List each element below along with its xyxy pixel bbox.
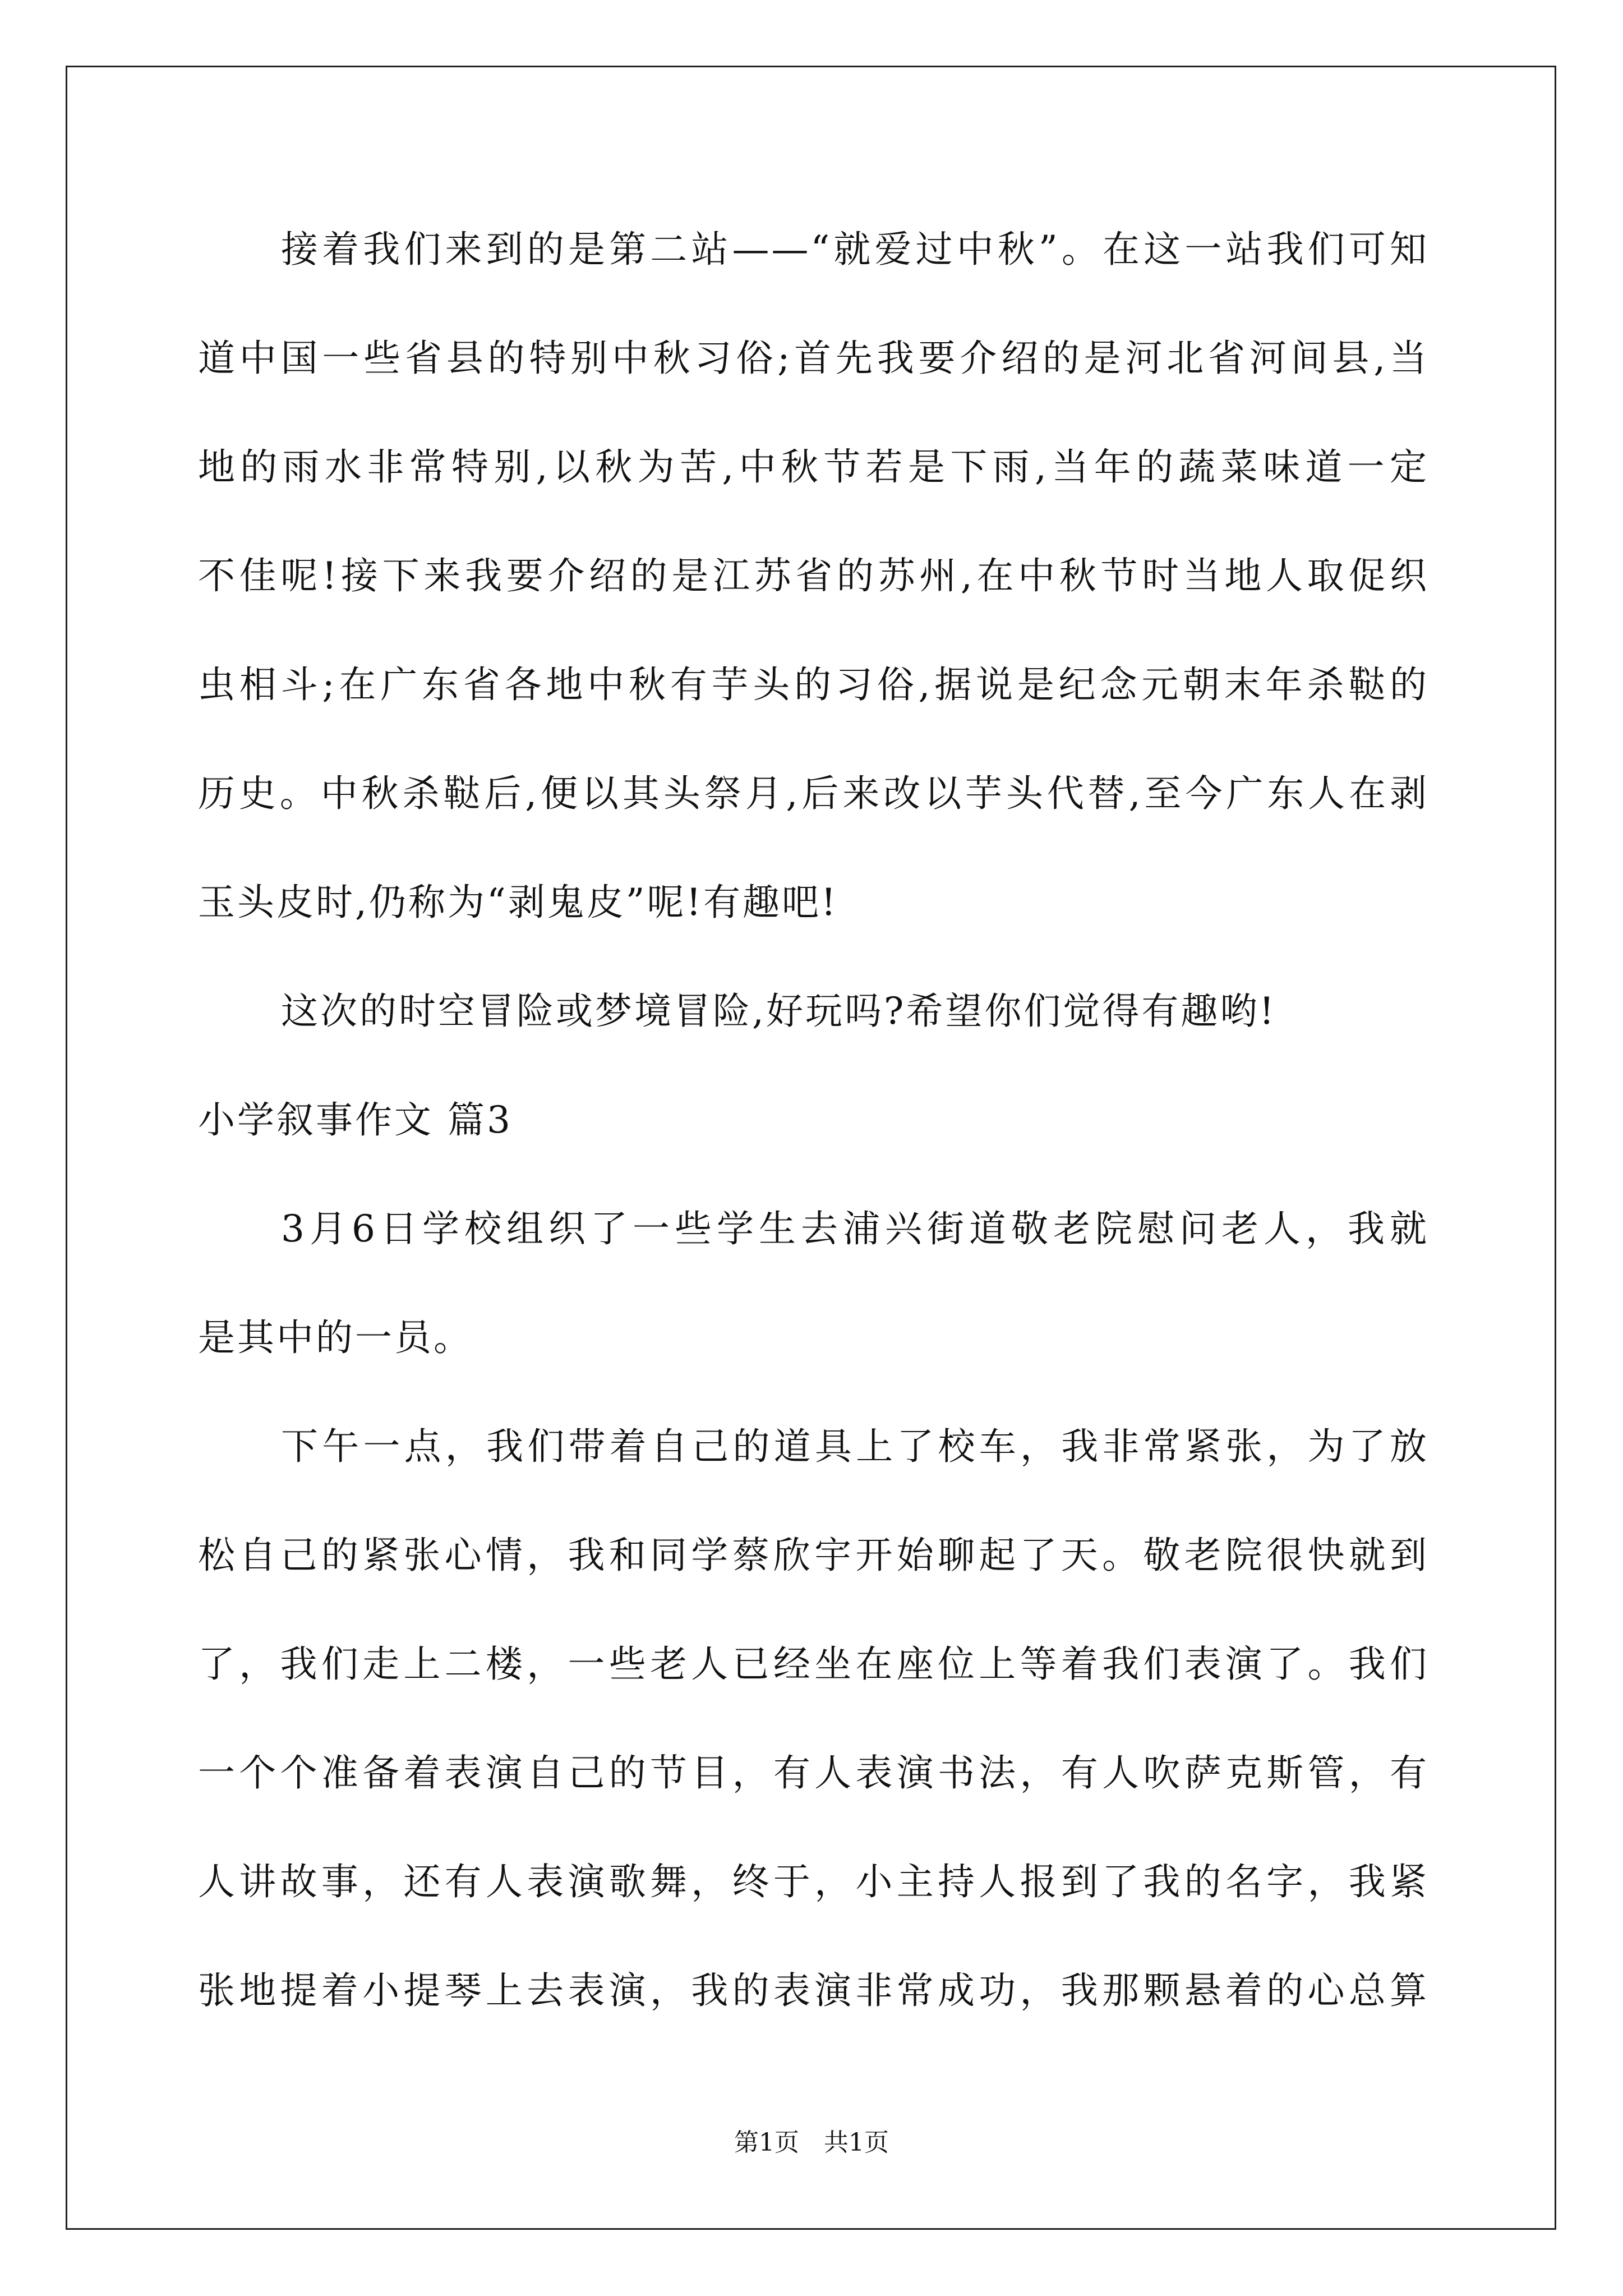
paragraph-line: 一个个准备着表演自己的节目，有人表演书法，有人吹萨克斯管，有 (198, 1751, 1429, 1795)
paragraph-line: 历史。中秋杀鞑后,便以其头祭月,后来改以芋头代替,至今广东人在剥 (198, 772, 1429, 815)
section-heading: 小学叙事作文 篇3 (198, 1098, 513, 1142)
paragraph-line: 是其中的一员。 (198, 1316, 473, 1359)
paragraph-line: 下午一点，我们带着自己的道具上了校车，我非常紧张，为了放 (281, 1425, 1429, 1468)
paragraph-line: 地的雨水非常特别,以秋为苦,中秋节若是下雨,当年的蔬菜味道一定 (198, 445, 1429, 489)
paragraph-line: 人讲故事，还有人表演歌舞，终于，小主持人报到了我的名字，我紧 (198, 1860, 1429, 1903)
paragraph-line: 3月6日学校组织了一些学生去浦兴街道敬老院慰问老人，我就 (281, 1207, 1429, 1250)
paragraph-line: 道中国一些省县的特别中秋习俗;首先我要介绍的是河北省河间县,当 (198, 337, 1429, 380)
paragraph-line: 虫相斗;在广东省各地中秋有芋头的习俗,据说是纪念元朝末年杀鞑的 (198, 663, 1429, 706)
paragraph-line: 松自己的紧张心情，我和同学蔡欣宇开始聊起了天。敬老院很快就到 (198, 1534, 1429, 1577)
paragraph-line: 接着我们来到的是第二站——“就爱过中秋”。在这一站我们可知 (281, 228, 1429, 271)
paragraph-line: 了，我们走上二楼，一些老人已经坐在座位上等着我们表演了。我们 (198, 1642, 1429, 1686)
paragraph-line: 张地提着小提琴上去表演，我的表演非常成功，我那颗悬着的心总算 (198, 1969, 1429, 2012)
page-footer: 第1页 共1页 (734, 2128, 889, 2157)
paragraph-line: 这次的时空冒险或梦境冒险,好玩吗?希望你们觉得有趣哟! (281, 990, 1276, 1033)
paragraph-line: 玉头皮时,仍称为“剥鬼皮”呢!有趣吧! (198, 881, 838, 924)
paragraph-line: 不佳呢!接下来我要介绍的是江苏省的苏州,在中秋节时当地人取促织 (198, 554, 1429, 597)
